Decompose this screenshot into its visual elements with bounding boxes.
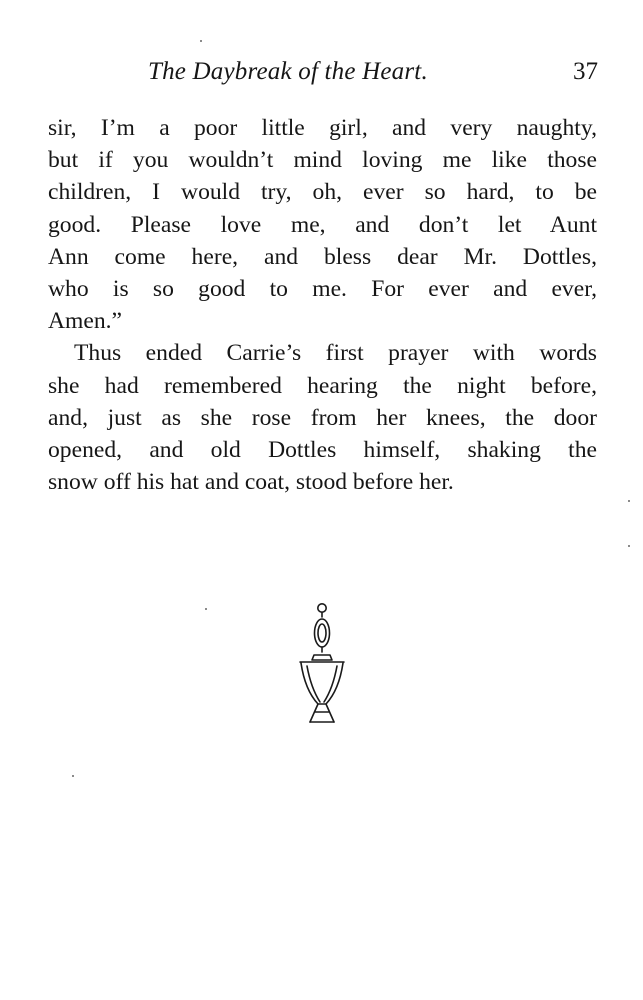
page-header <box>48 58 598 92</box>
text-line: she had remembered hearing the night before, <box>48 372 597 399</box>
text-line: but if you wouldn’t mind loving me like those <box>48 147 597 174</box>
urn-ornament-icon <box>297 600 347 730</box>
paper-speck <box>200 40 202 42</box>
text-line: opened, and old Dottles himself, shaking the <box>48 437 597 464</box>
text-line: who is so good to me. For ever and ever, <box>48 276 597 303</box>
text-line: good. Please love me, and don’t let Aunt <box>48 211 597 238</box>
text-line: Ann come here, and bless dear Mr. Dottles, <box>48 243 597 270</box>
body-text <box>48 112 597 498</box>
text-line: Thus ended Carrie’s first prayer with words <box>74 340 597 367</box>
paper-speck <box>628 545 630 547</box>
paragraph-1 <box>48 112 597 337</box>
text-line: Amen.” <box>48 308 123 335</box>
paper-speck <box>628 500 630 502</box>
text-line: sir, I’m a poor little girl, and very naughty, <box>48 115 597 141</box>
text-line: snow off his hat and coat, stood before her. <box>48 469 454 496</box>
paper-speck <box>205 608 207 610</box>
page-number: 37 <box>573 58 598 85</box>
paragraph-2 <box>48 337 597 498</box>
text-line: children, I would try, oh, ever so hard, to be <box>48 179 597 206</box>
running-title: The Daybreak of the Heart. <box>148 58 428 85</box>
paper-speck <box>72 775 74 777</box>
text-line: and, just as she rose from her knees, the door <box>48 404 597 431</box>
